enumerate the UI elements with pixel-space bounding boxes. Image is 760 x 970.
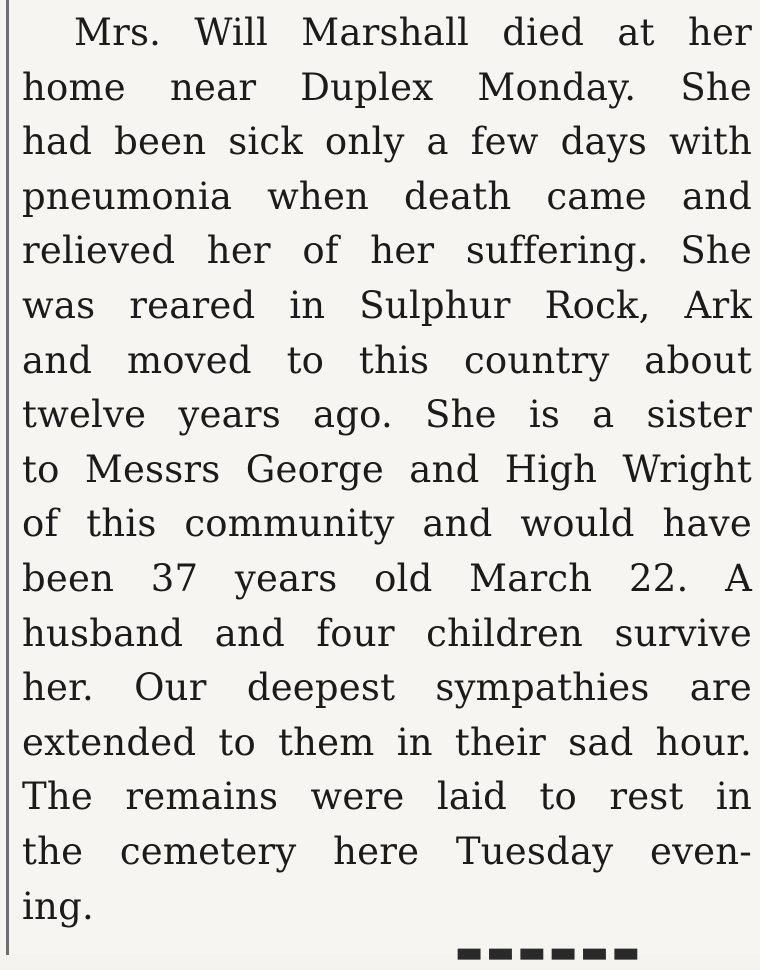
article-line: the cemetery here Tuesday even-: [22, 829, 752, 873]
article-line: pneumonia when death came and: [22, 174, 752, 218]
article-line: twelve years ago. She is a sister: [22, 393, 752, 437]
article-line: been 37 years old March 22. A: [22, 556, 752, 600]
article-line: relieved her of her suffering. She: [22, 229, 752, 273]
article-line: was reared in Sulphur Rock, Ark: [22, 283, 752, 327]
article-line: husband and four children survive: [22, 611, 752, 655]
article-line: ing.: [22, 884, 94, 928]
article-line: extended to them in their sad hour.: [22, 720, 752, 764]
cutoff-text-fragment: ▬▬▬▬▬▬: [455, 935, 644, 970]
article-line: home near Duplex Monday. She: [22, 65, 752, 109]
article-line: and moved to this country about: [22, 338, 752, 382]
article-line: The remains were laid to rest in: [22, 775, 752, 819]
article-line: had been sick only a few days with: [22, 120, 752, 164]
article-line: of this community and would have: [22, 502, 752, 546]
article-line: to Messrs George and High Wright: [22, 447, 752, 491]
column-rule: [6, 0, 9, 955]
obituary-article: [22, 6, 752, 934]
article-line: Mrs. Will Marshall died at her: [74, 11, 752, 54]
article-line: her. Our deepest sympathies are: [22, 666, 752, 710]
